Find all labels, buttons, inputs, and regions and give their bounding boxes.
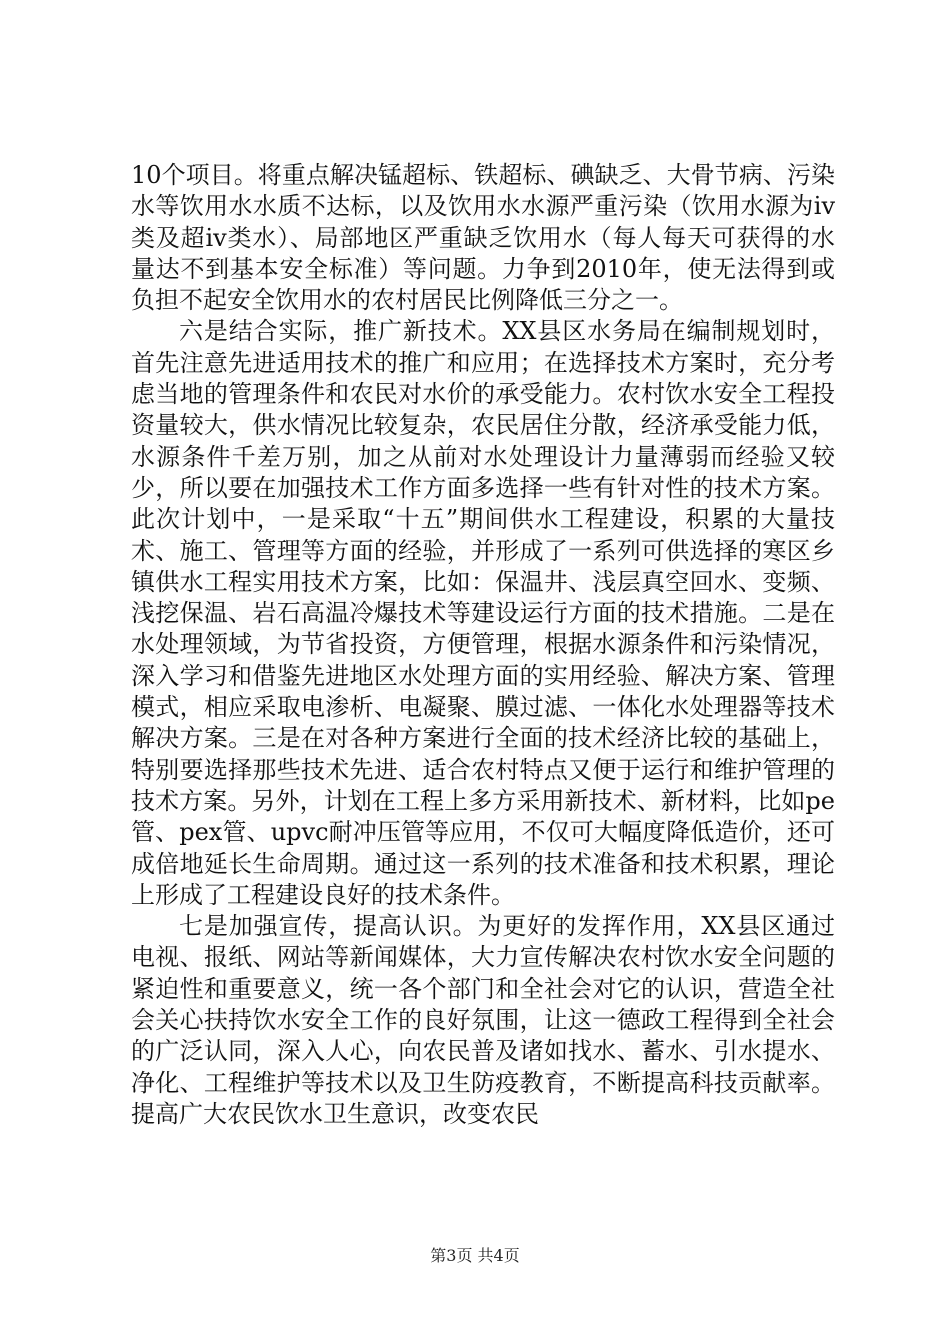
document-body [131, 160, 835, 1130]
paragraph-six-new-technology: 六是结合实际，推广新技术。XX县区水务局在编制规划时，首先注意先进适用技术的推广和应用；在选择技术方案时，充分考虑当地的管理条件和农民对水价的承受能力。农村饮水安全工程投资量较大，供水情况比较复杂，农民居住分散，经济承受能力低，水源条件千差万别，加之从前对水处理设计力量薄弱而经验又较少，所以要在加强技术工作方面多选择一些有针对性的技术方案。此次计划中，一是采取“十五”期间供水工程建设，积累的大量技术、施工、管理等方面的经验，并形成了一系列可供选择的寒区乡镇供水工程实用技术方案，比如：保温井、浅层真空回水、变频、浅挖保温、岩石高温冷爆技术等建设运行方面的技术措施。二是在水处理领域，为节省投资，方便管理，根据水源条件和污染情况，深入学习和借鉴先进地区水处理方面的实用经验、解决方案、管理模式，相应采取电渗析、电凝聚、膜过滤、一体化水处理器等技术解决方案。三是在对各种方案进行全面的技术经济比较的基础上，特别要选择那些技术先进、适合农村特点又便于运行和维护管理的技术方案。另外，计划在工程上多方采用新技术、新材料，比如pe管、pex管、upvc耐冲压管等应用，不仅可大幅度降低造价，还可成倍地延长生命周期。通过这一系列的技术准备和技术积累，理论上形成了工程建设良好的技术条件。 [131, 317, 835, 909]
paragraph-continued: 10个项目。将重点解决锰超标、铁超标、碘缺乏、大骨节病、污染水等饮用水水质不达标，以及饮用水水源严重污染（饮用水源为iv类及超iv类水）、局部地区严重缺乏饮用水（每人每天可获得的水量达不到基本安全标准）等问题。力争到2010年，使无法得到或负担不起安全饮用水的农村居民比例降低三分之一。 [131, 161, 835, 315]
paragraph-seven-publicity: 七是加强宣传，提高认识。为更好的发挥作用，XX县区通过电视、报纸、网站等新闻媒体，大力宣传解决农村饮水安全问题的紧迫性和重要意义，统一各个部门和全社会对它的认识，营造全社会关心扶持饮水安全工作的良好氛围，让这一德政工程得到全社会的广泛认同，深入人心，向农民普及诸如找水、蓄水、引水提水、净化、工程维护等技术以及卫生防疫教育，不断提高科技贡献率。提高广大农民饮水卫生意识，改变农民 [131, 912, 835, 1128]
page-footer: 第3页 共4页 [430, 1246, 520, 1265]
